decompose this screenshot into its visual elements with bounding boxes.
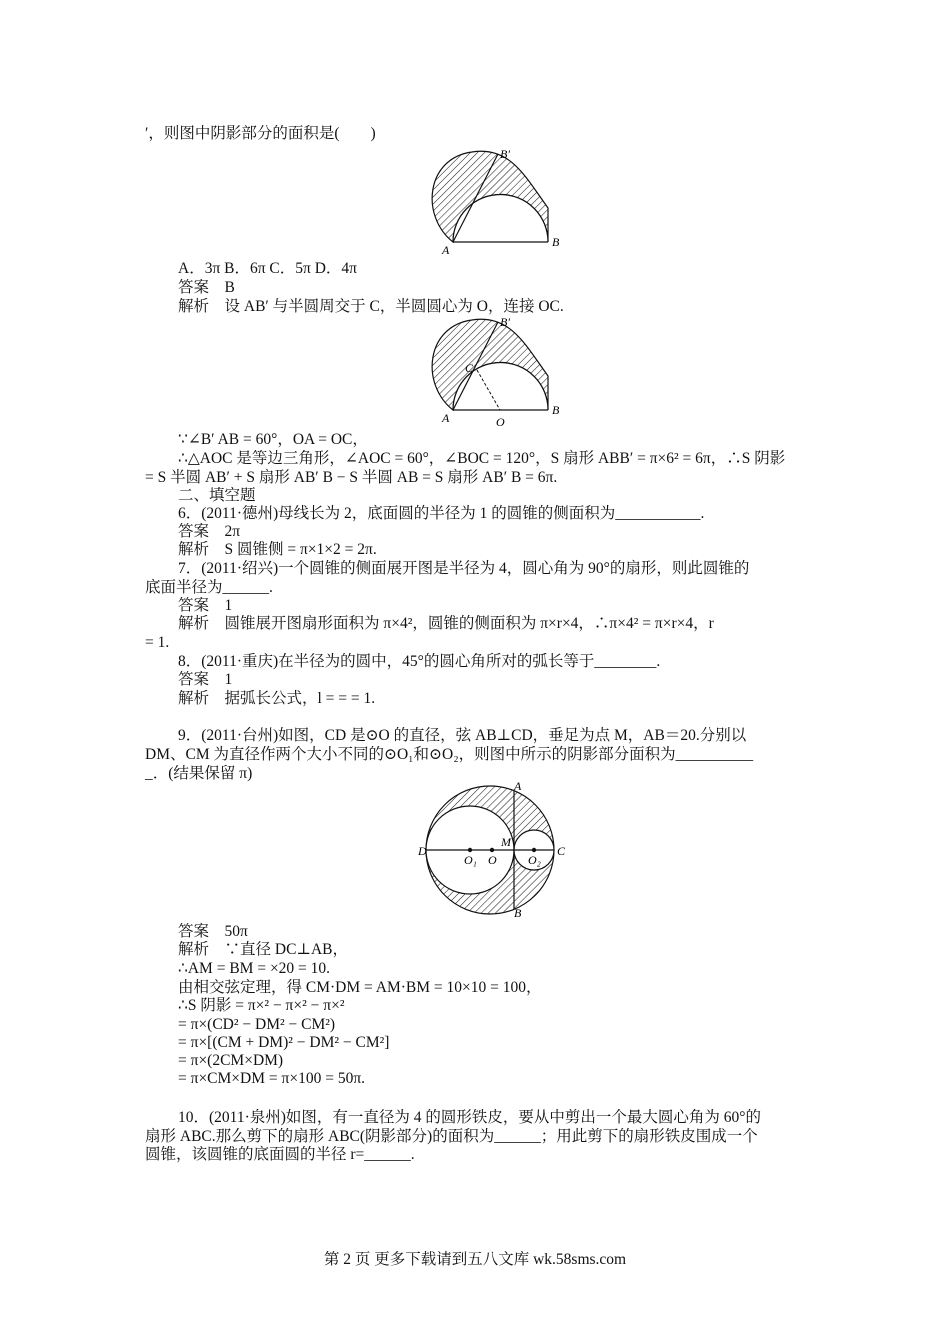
fig1-label-a: A — [442, 243, 450, 256]
fig3-label-o: O — [488, 853, 497, 867]
q9-step-5: = π×[(CM + DM)² − DM² − CM²] — [178, 1034, 390, 1051]
fig3-label-d: D — [418, 844, 427, 858]
figure-q9 — [418, 778, 568, 918]
q5-line-c: = S 半圆 AB′ + S 扇形 AB′ B − S 半圆 AB = S 扇形 AB′ B = 6π. — [145, 469, 558, 486]
q10-stem-1: 10．(2011·泉州)如图，有一直径为 4 的圆形铁皮，要从中剪出一个最大圆心角为 60°的 — [178, 1109, 761, 1126]
section-title: 二、填空题 — [178, 487, 256, 504]
q9-step-1: ∴AM = BM = ×20 = 10. — [178, 960, 331, 977]
q8-analysis: 解析 据弧长公式，l = = = 1. — [178, 690, 376, 707]
q5-stem-tail: ′，则图中阴影部分的面积是( ) — [145, 125, 376, 142]
q7-analysis-1: 解析 圆锥展开图扇形面积为 π×4²，圆锥的侧面积为 π×r×4，∴π×4² = π×r×4，r — [178, 615, 714, 632]
q9-step-2: 由相交弦定理，得 CM·DM = AM·BM = 10×10 = 100， — [178, 979, 542, 996]
q9-stem-1: 9．(2011·台州)如图，CD 是⊙O 的直径，弦 AB⊥CD，垂足为点 M，AB＝20.分别以 — [178, 727, 747, 744]
q9-step-0: 解析 ∵直径 DC⊥AB， — [178, 941, 349, 958]
q9-stem-2: DM、CM 为直径作两个大小不同的⊙O₁和⊙O₂，则图中所示的阴影部分面积为__________ — [145, 746, 754, 763]
q5-options: A．3π B．6π C．5π D．4π — [178, 260, 357, 277]
fig1-label-bp: B′ — [500, 147, 510, 161]
q9-step-7: = π×CM×DM = π×100 = 50π. — [178, 1070, 366, 1087]
fig2-label-bp: B′ — [500, 315, 510, 329]
fig2-label-a: A — [442, 411, 450, 425]
q9-step-3: ∴S 阴影 = π×² − π×² − π×² — [178, 997, 345, 1014]
q9-step-6: = π×(2CM×DM) — [178, 1052, 284, 1069]
q8-answer: 答案 1 — [178, 671, 233, 688]
figure-q5-2 — [420, 314, 570, 432]
fig2-label-b: B — [552, 403, 560, 417]
q7-stem-1: 7．(2011·绍兴)一个圆锥的侧面展开图是半径为 4，圆心角为 90°的扇形，则此圆锥的 — [178, 560, 750, 577]
q10-stem-3: 圆锥，该圆锥的底面圆的半径 r=______. — [145, 1146, 415, 1163]
fig3-label-b: B — [514, 906, 522, 918]
q6-stem: 6．(2011·德州)母线长为 2，底面圆的半径为 1 的圆锥的侧面积为___________. — [178, 505, 705, 522]
q5-line-a: ∵∠B′ AB = 60°，OA = OC， — [178, 431, 368, 448]
q7-analysis-2: = 1. — [145, 634, 170, 651]
q6-answer: 答案 2π — [178, 523, 241, 540]
q9-answer: 答案 50π — [178, 923, 248, 940]
fig3-label-o2: O₂ — [528, 853, 541, 867]
page-footer: 第 2 页 更多下载请到五八文库 wk.58sms.com — [323, 1251, 627, 1268]
q7-answer: 答案 1 — [178, 597, 233, 614]
q6-analysis: 解析 S 圆锥侧 = π×1×2 = 2π. — [178, 541, 377, 558]
q9-stem-3: _．(结果保留 π) — [145, 765, 253, 782]
fig2-label-c: C — [465, 361, 474, 375]
fig1-label-b: B — [552, 235, 560, 249]
fig3-label-c: C — [557, 844, 566, 858]
fig3-label-o1: O₁ — [464, 853, 477, 867]
q7-stem-2: 底面半径为______. — [145, 579, 273, 596]
q5-analysis: 解析 设 AB′ 与半圆周交于 C，半圆圆心为 O，连接 OC. — [178, 298, 564, 315]
figure-q5-1 — [420, 146, 570, 256]
q10-stem-2: 扇形 ABC.那么剪下的扇形 ABC(阴影部分)的面积为______；用此剪下的扇形铁皮围成一个 — [145, 1128, 758, 1145]
fig3-label-m: M — [501, 835, 511, 849]
q5-line-b: ∴△AOC 是等边三角形，∠AOC = 60°，∠BOC = 120°，S 扇形 ABB′ = π×6² = 6π，∴S 阴影 — [178, 450, 786, 467]
q5-answer: 答案 B — [178, 279, 235, 296]
fig2-label-o: O — [496, 415, 505, 429]
q9-step-4: = π×(CD² − DM² − CM²) — [178, 1016, 336, 1033]
q8-stem: 8．(2011·重庆)在半径为的圆中，45°的圆心角所对的弧长等于________. — [178, 653, 661, 670]
fig3-label-a: A — [514, 779, 522, 793]
